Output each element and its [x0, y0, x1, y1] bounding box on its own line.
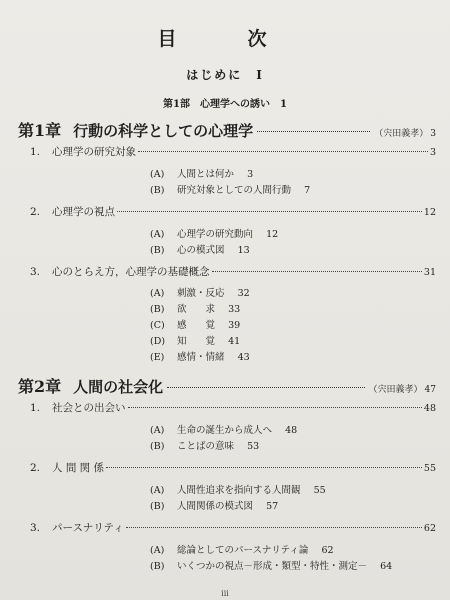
section-title: 心理学の研究対象 — [52, 146, 136, 158]
chapter-number: 第2章 — [18, 377, 62, 396]
item-label: (A) — [150, 229, 165, 240]
item-1-2-b — [150, 242, 250, 256]
section-page: 12 — [423, 207, 436, 218]
item-page: 57 — [266, 501, 279, 512]
section-title: 心のとらえ方，心理学の基礎概念 — [52, 266, 210, 278]
item-page: 43 — [237, 352, 250, 363]
section-2-1 — [30, 400, 436, 415]
section-number: 3. — [30, 522, 41, 534]
chapter-1-heading — [18, 118, 436, 141]
item-page: 32 — [237, 288, 250, 299]
chapter-page: 47 — [424, 385, 436, 395]
item-title: 感 覚 — [177, 320, 216, 331]
item-title: 人間性追求を指向する人間観 — [177, 485, 301, 496]
leader-dots — [126, 527, 422, 528]
item-title: 生命の誕生から成人へ — [177, 425, 273, 436]
leader-dots — [117, 211, 422, 212]
chapter-page: 3 — [430, 129, 436, 139]
item-label: (B) — [150, 304, 165, 315]
chapter-title: 行動の科学としての心理学 — [73, 122, 254, 140]
item-label: (D) — [150, 336, 166, 347]
item-label: (A) — [150, 288, 165, 299]
item-page: 12 — [266, 229, 279, 240]
item-1-3-d — [150, 333, 240, 347]
item-page: 33 — [228, 304, 241, 315]
leader-dots — [257, 131, 370, 132]
item-title: 刺激・反応 — [177, 288, 225, 299]
item-1-2-a — [150, 226, 278, 240]
item-2-2-b — [150, 498, 278, 512]
item-2-1-a — [150, 422, 297, 436]
item-title: 心の模式図 — [177, 245, 225, 256]
chapter-author: （宍田義孝） — [374, 129, 429, 139]
leader-dots — [106, 467, 422, 468]
page-number: iii — [221, 589, 229, 598]
section-title: パースナリティ — [52, 522, 124, 534]
chapter-number: 第1章 — [18, 121, 62, 140]
item-2-2-a — [150, 482, 326, 496]
item-label: (A) — [150, 485, 165, 496]
section-number: 3. — [30, 266, 41, 278]
item-label: (A) — [150, 169, 165, 180]
item-page: 3 — [247, 169, 254, 180]
item-2-3-a — [150, 542, 334, 556]
item-title: ことばの意味 — [177, 441, 235, 452]
item-page: 39 — [228, 320, 241, 331]
item-page: 53 — [247, 441, 260, 452]
item-page: 48 — [285, 425, 298, 436]
item-1-3-c — [150, 317, 240, 331]
intro-entry: はじめに I — [186, 68, 264, 82]
item-title: 研究対象としての人間行動 — [177, 185, 292, 196]
chapter-title: 人間の社会化 — [73, 378, 164, 396]
item-page: 64 — [380, 561, 393, 572]
item-title: 欲 求 — [177, 304, 216, 315]
item-1-3-e — [150, 349, 250, 363]
item-title: 知 覚 — [177, 336, 216, 347]
item-2-3-b — [150, 558, 392, 572]
item-label: (B) — [150, 441, 165, 452]
section-title: 心理学の視点 — [52, 206, 115, 218]
item-title: 人間関係の模式図 — [177, 501, 254, 512]
section-page: 31 — [423, 267, 436, 278]
leader-dots — [212, 271, 422, 272]
section-number: 2. — [30, 206, 41, 218]
item-label: (E) — [150, 352, 165, 363]
item-label: (B) — [150, 561, 165, 572]
section-page: 48 — [423, 403, 436, 414]
section-title: 人 間 関 係 — [52, 462, 105, 474]
section-page: 55 — [423, 463, 436, 474]
item-title: 人間とは何か — [177, 169, 235, 180]
item-label: (B) — [150, 245, 165, 256]
section-1-1 — [30, 144, 436, 159]
page-title: 目 次 — [157, 28, 293, 50]
item-1-3-a — [150, 285, 250, 299]
item-1-1-b — [150, 182, 310, 196]
item-page: 13 — [237, 245, 250, 256]
item-title: 総論としてのパースナリティ論 — [177, 545, 309, 556]
section-2-2 — [30, 460, 436, 475]
section-number: 2. — [30, 462, 41, 474]
section-1-3 — [30, 264, 436, 279]
section-2-3 — [30, 520, 436, 535]
item-label: (A) — [150, 425, 165, 436]
section-page: 62 — [423, 523, 436, 534]
section-number: 1. — [30, 146, 41, 158]
chapter-author: （宍田義孝） — [368, 385, 423, 395]
item-title: 心理学の研究動向 — [177, 229, 254, 240]
leader-dots — [128, 407, 422, 408]
section-number: 1. — [30, 402, 41, 414]
item-label: (B) — [150, 501, 165, 512]
chapter-2-heading — [18, 374, 436, 397]
item-page: 7 — [304, 185, 311, 196]
leader-dots — [138, 151, 428, 152]
item-page: 55 — [313, 485, 326, 496]
item-1-1-a — [150, 166, 253, 180]
item-1-3-b — [150, 301, 240, 315]
section-title: 社会との出会い — [52, 402, 126, 414]
part-heading: 第1部 心理学への誘い 1 — [163, 99, 287, 110]
section-page: 3 — [429, 147, 436, 158]
item-label: (B) — [150, 185, 165, 196]
item-title: 感情・情緒 — [177, 352, 225, 363]
item-page: 41 — [228, 336, 241, 347]
item-label: (C) — [150, 320, 165, 331]
item-2-1-b — [150, 438, 259, 452]
item-title: いくつかの視点－形成・類型・特性・測定－ — [177, 561, 368, 572]
item-page: 62 — [321, 545, 334, 556]
section-1-2 — [30, 204, 436, 219]
item-label: (A) — [150, 545, 165, 556]
leader-dots — [167, 387, 364, 388]
